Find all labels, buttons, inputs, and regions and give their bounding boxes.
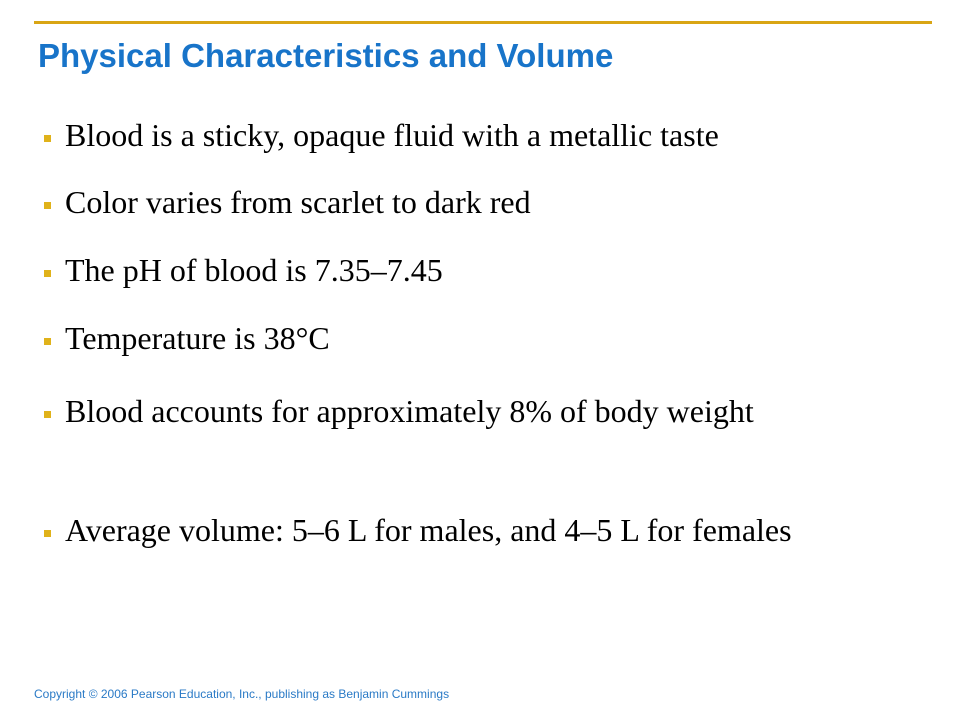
slide-title: Physical Characteristics and Volume <box>38 37 614 74</box>
bullet-text: Blood accounts for approximately 8% of body weight <box>65 393 754 429</box>
bullet-text: Blood is a sticky, opaque fluid with a metallic taste <box>65 117 719 153</box>
bullet-text: Color varies from scarlet to dark red <box>65 184 531 220</box>
bullet-text: Temperature is 38°C <box>65 320 330 356</box>
copyright-footer: Copyright © 2006 Pearson Education, Inc., publishing as Benjamin Cummings <box>34 687 450 701</box>
square-bullet-icon <box>44 202 51 209</box>
bullet-text: Average volume: 5–6 L for males, and 4–5 L for females <box>65 512 792 548</box>
bullet-text: The pH of blood is 7.35–7.45 <box>65 252 443 288</box>
square-bullet-icon <box>44 338 51 345</box>
square-bullet-icon <box>44 270 51 277</box>
square-bullet-icon <box>44 135 51 142</box>
square-bullet-icon <box>44 411 51 418</box>
square-bullet-icon <box>44 530 51 537</box>
